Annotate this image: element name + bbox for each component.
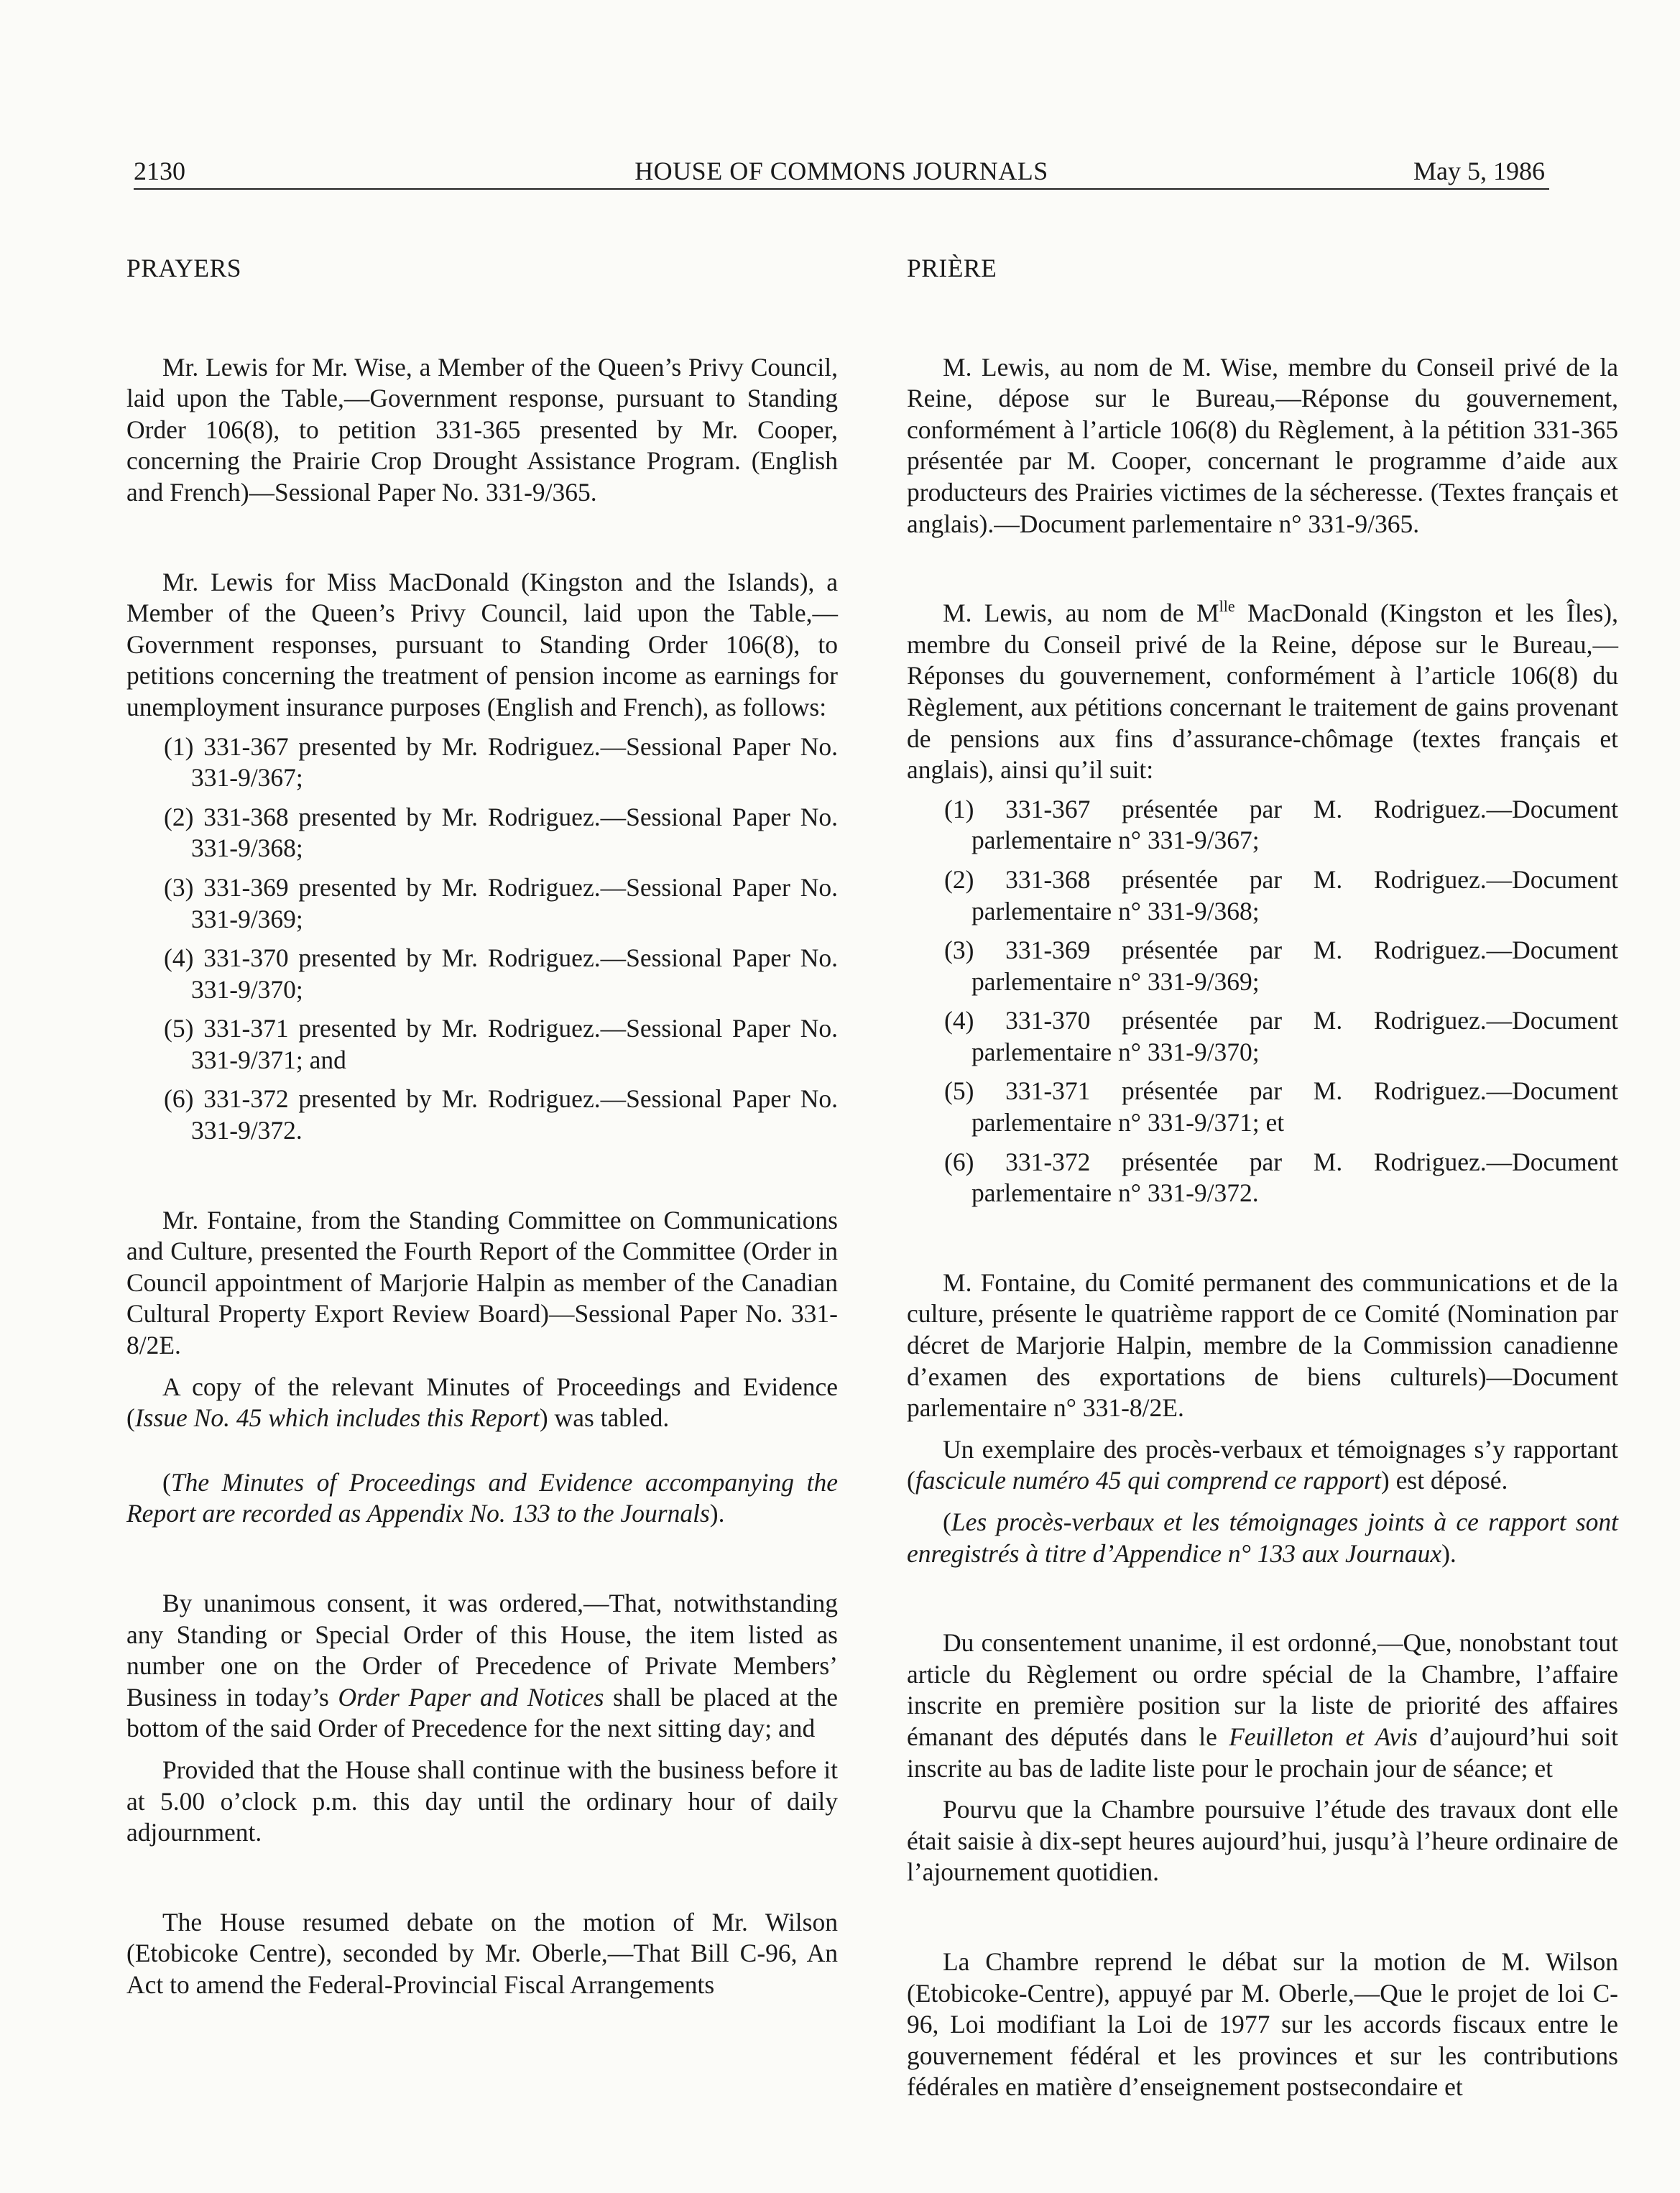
french-list-item: (5) 331-371 présentée par M. Rodriguez.—Document parlementaire n° 331-9/371; et (944, 1076, 1618, 1137)
english-para-response: Mr. Lewis for Mr. Wise, a Member of the Queen’s Privy Council, laid upon the Table,—Government response, pursuant to Standing Order 106(8), to petition 331-365 presented by Mr. Cooper, concerning the Prairie Crop Drought Assistance Program. (English and French)—Sessional Paper No. 331-9/365. (126, 352, 838, 507)
english-para-appendix-note: (The Minutes of Proceedings and Evidence accompanying the Report are recorded as Appendix No. 133 to the Journals). (126, 1467, 838, 1528)
english-para-minutes: A copy of the relevant Minutes of Proceedings and Evidence (Issue No. 45 which includes this Report) was tabled. (126, 1372, 838, 1433)
french-para-debate: La Chambre reprend le débat sur la motion de M. Wilson (Etobicoke-Centre), appuyé par M. Oberle,—Que le projet de loi C-96, Loi modifiant la Loi de 1977 sur les accords fiscaux entre le gouvernement fédéral et les provinces et sur les contributions fédérales en matière d’enseignement postsecondaire et (907, 1947, 1618, 2102)
french-para-appendix-note: (Les procès-verbaux et les témoignages joints à ce rapport sont enregistrés à titre d’Appendice n° 133 aux Journaux). (907, 1508, 1618, 1568)
english-list-item: (6) 331-372 presented by Mr. Rodriguez.—Sessional Paper No. 331-9/372. (164, 1084, 838, 1145)
english-para-provided: Provided that the House shall continue with the business before it at 5.00 o’clock p.m. this day until the ordinary hour of daily adjournment. (126, 1755, 838, 1847)
french-list-item: (6) 331-372 présentée par M. Rodriguez.—Document parlementaire n° 331-9/372. (944, 1147, 1618, 1208)
french-para-unanimous-consent: Du consentement unanime, il est ordonné,—Que, nonobstant tout article du Règlement ou ordre spécial de la Chambre, l’affaire inscrite en première position sur la liste de priorité des affaires émanant des députés dans le Feuilleton et Avis d’aujourd’hui soit inscrite au bas de ladite liste pour le prochain jour de séance; et (907, 1628, 1618, 1783)
page-header (134, 157, 1549, 190)
english-list-item: (5) 331-371 presented by Mr. Rodriguez.—Sessional Paper No. 331-9/371; and (164, 1014, 838, 1074)
english-para-responses: Mr. Lewis for Miss MacDonald (Kingston and the Islands), a Member of the Queen’s Privy Council, laid upon the Table,—Government responses, pursuant to Standing Order 106(8), to petitions concerning the treatment of pension income as earnings for unemployment insurance purposes (English and French), as follows: (126, 567, 838, 721)
english-para-debate: The House resumed debate on the motion of Mr. Wilson (Etobicoke Centre), seconded by Mr. Oberle,—That Bill C-96, An Act to amend the Federal-Provincial Fiscal Arrangements (126, 1907, 838, 1999)
french-list-item: (2) 331-368 présentée par M. Rodriguez.—Document parlementaire n° 331-9/368; (944, 864, 1618, 925)
english-list-item: (1) 331-367 presented by Mr. Rodriguez.—Sessional Paper No. 331-9/367; (164, 731, 838, 793)
page-number: 2130 (134, 157, 185, 185)
english-heading: PRAYERS (126, 254, 242, 282)
french-para-provided: Pourvu que la Chambre poursuive l’étude des travaux dont elle était saisie à dix-sept heures aujourd’hui, jusqu’à l’heure ordinaire de l’ajournement quotidien. (907, 1795, 1618, 1887)
french-para-response: M. Lewis, au nom de M. Wise, membre du Conseil privé de la Reine, dépose sur le Bureau,—Réponse du gouvernement, conformément à l’article 106(8) du Règlement, à la pétition 331-365 présentée par M. Cooper, concernant le programme d’aide aux producteurs des Prairies victimes de la sécheresse. (Textes français et anglais).—Document parlementaire n° 331-9/365. (907, 352, 1618, 538)
journal-title: HOUSE OF COMMONS JOURNALS (634, 157, 1048, 185)
french-list-item: (1) 331-367 présentée par M. Rodriguez.—Document parlementaire n° 331-9/367; (944, 794, 1618, 855)
english-column (126, 253, 838, 2001)
english-list-item: (3) 331-369 presented by Mr. Rodriguez.—Sessional Paper No. 331-9/369; (164, 872, 838, 933)
french-para-minutes: Un exemplaire des procès-verbaux et témoignages s’y rapportant (fascicule numéro 45 qui comprend ce rapport) est déposé. (907, 1434, 1618, 1495)
french-column (907, 253, 1618, 2103)
french-heading: PRIÈRE (907, 254, 997, 282)
french-list-item: (3) 331-369 présentée par M. Rodriguez.—Document parlementaire n° 331-9/369; (944, 936, 1618, 996)
journal-date: May 5, 1986 (1413, 157, 1545, 185)
english-list-item: (4) 331-370 presented by Mr. Rodriguez.—Sessional Paper No. 331-9/370; (164, 943, 838, 1004)
french-para-responses: M. Lewis, au nom de $M^{lle}$ MacDonald (Kingston et les Îles), membre du Conseil privé de la Reine, dépose sur le Bureau,—Réponses du gouvernement, conformément à l’article 106(8) du Règlement, aux pétitions concernant le traitement de gains provenant de pensions aux fins d’assurance-chômage (textes français et anglais), ainsi qu’il suit: (907, 597, 1619, 785)
english-para-unanimous-consent: By unanimous consent, it was ordered,—That, notwithstanding any Standing or Special Order of this House, the item listed as number one on the Order of Precedence of Private Members’ Business in today’s Order Paper and Notices shall be placed at the bottom of the said Order of Precedence for the next sitting day; and (126, 1589, 838, 1743)
french-list-item: (4) 331-370 présentée par M. Rodriguez.—Document parlementaire n° 331-9/370; (944, 1006, 1618, 1066)
french-para-committee-report: M. Fontaine, du Comité permanent des communications et de la culture, présente le quatrième rapport de ce Comité (Nomination par décret de Marjorie Halpin, membre de la Commission canadienne d’examen des exportations de biens culturels)—Document parlementaire n° 331-8/2E. (907, 1268, 1618, 1423)
english-list-item: (2) 331-368 presented by Mr. Rodriguez.—Sessional Paper No. 331-9/368; (164, 802, 838, 863)
english-para-committee-report: Mr. Fontaine, from the Standing Committee on Communications and Culture, presented the Fourth Report of the Committee (Order in Council appointment of Marjorie Halpin as member of the Canadian Cultural Property Export Review Board)—Sessional Paper No. 331-8/2E. (126, 1205, 838, 1360)
